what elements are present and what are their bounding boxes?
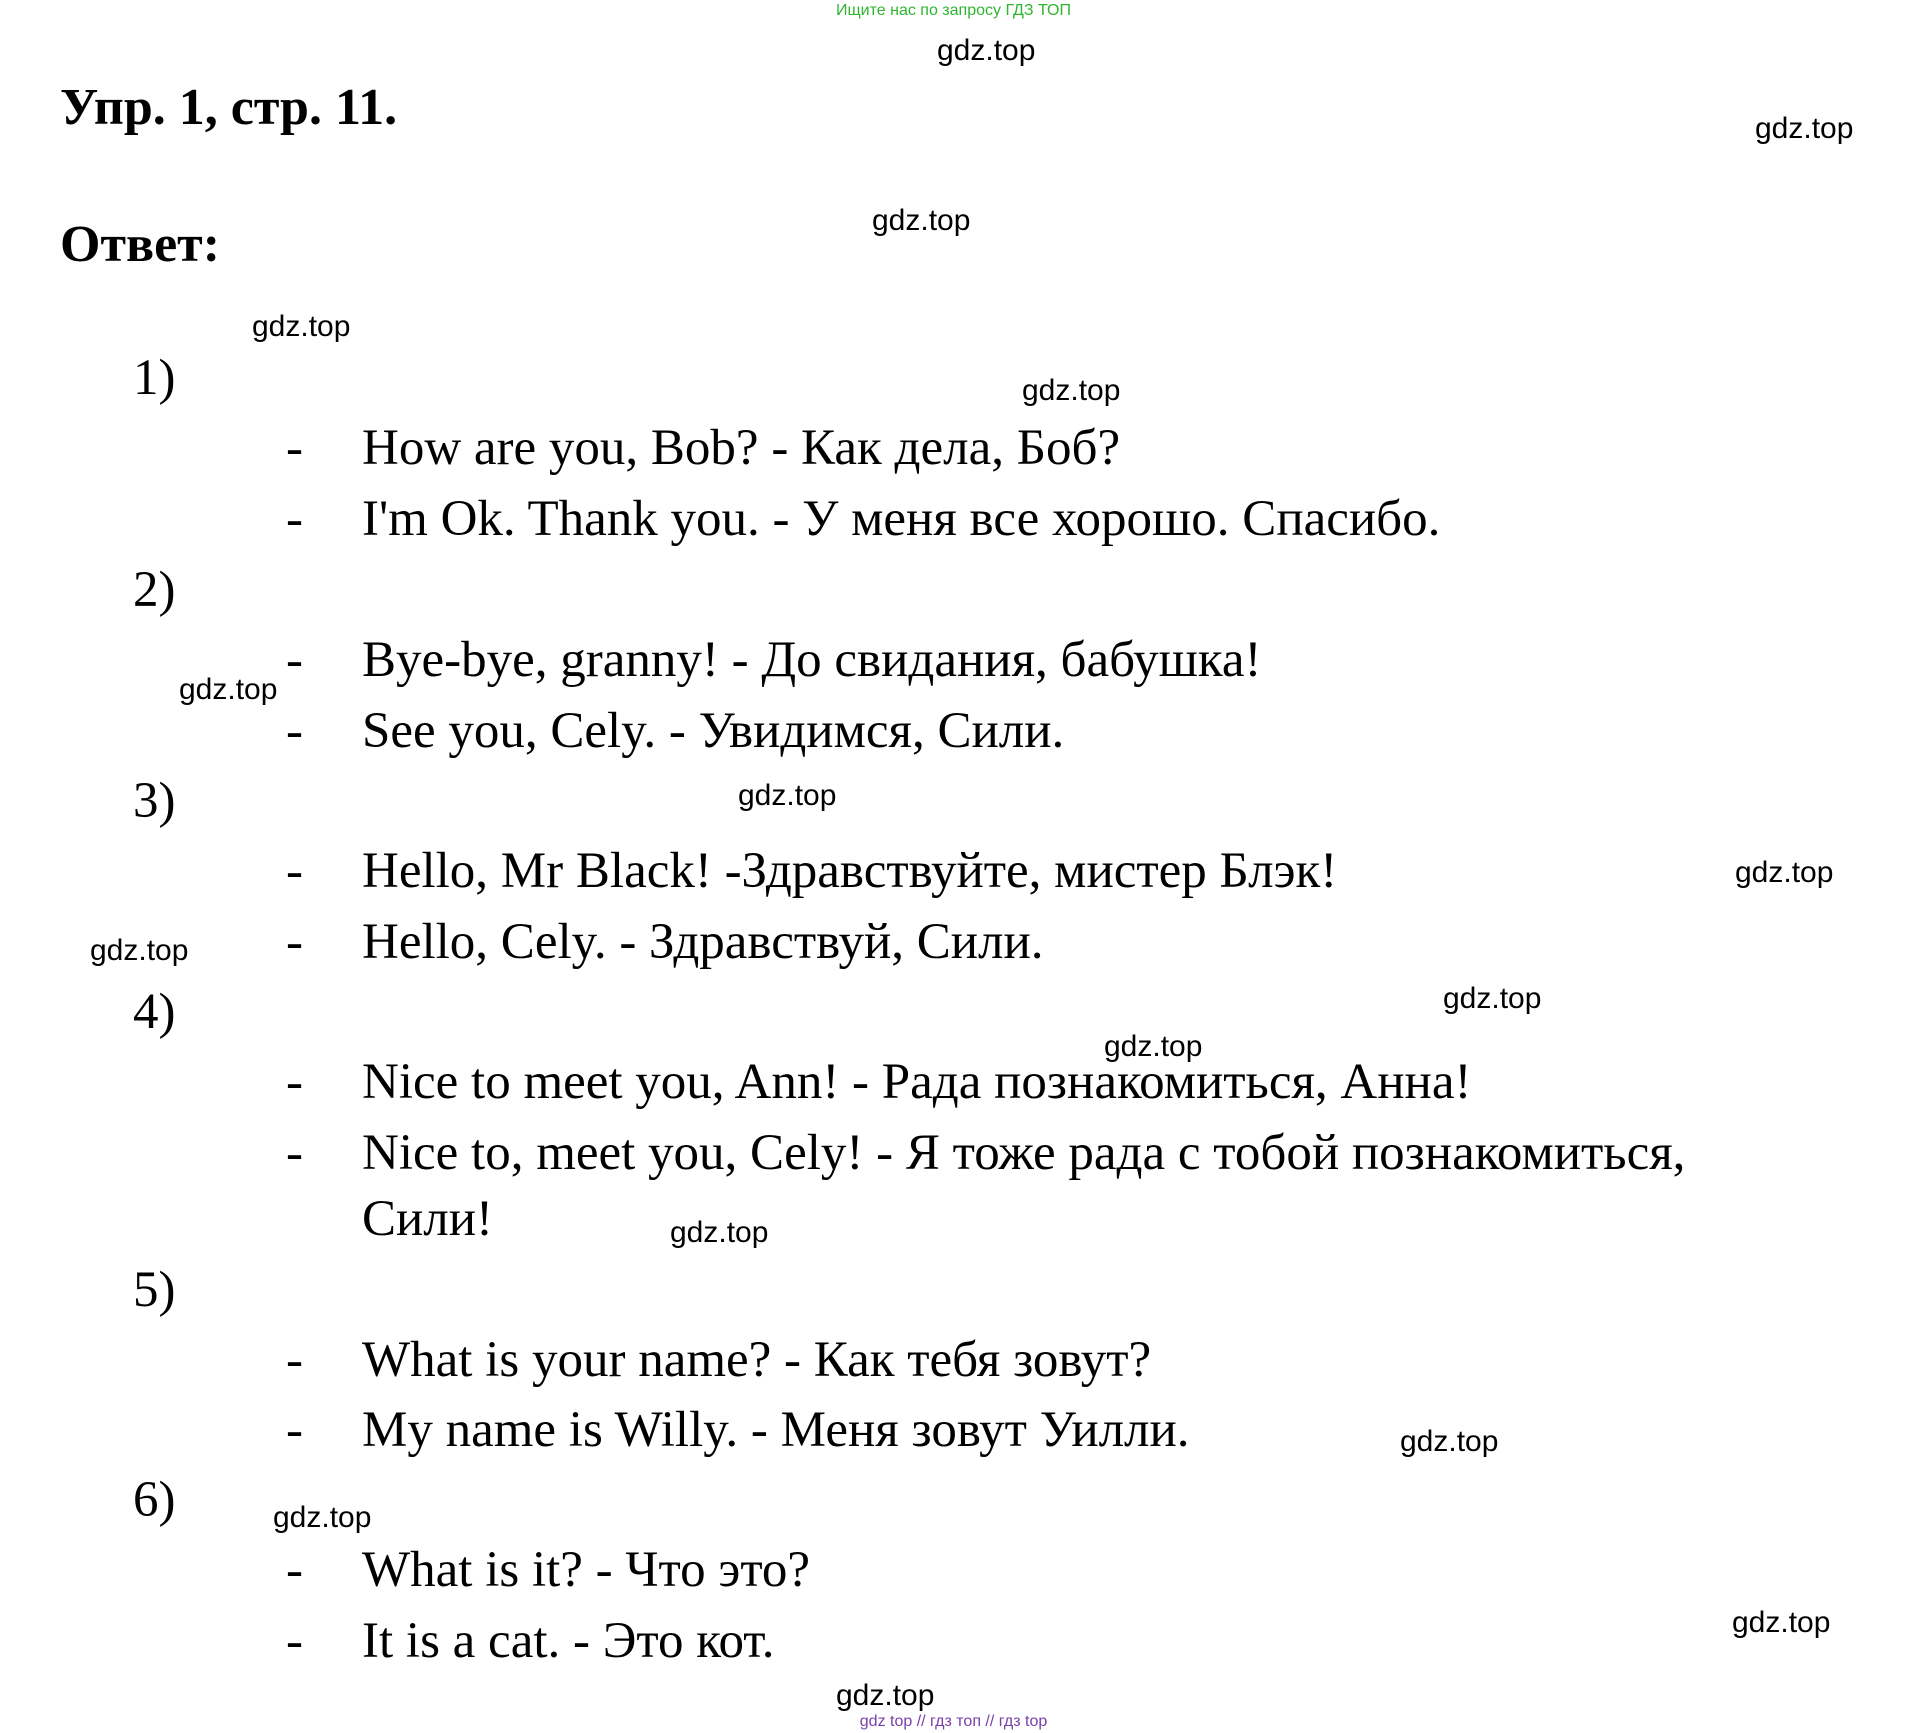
bottom-links[interactable]: gdz top // гдз топ // гдз top (859, 1713, 1048, 1730)
dialogue-line: It is a cat. - Это кот. (362, 1613, 775, 1669)
watermark: gdz.top (670, 1216, 769, 1249)
watermark: gdz.top (273, 1501, 372, 1534)
dash: - (286, 420, 303, 476)
item-number: 2) (133, 562, 176, 618)
item-number: 4) (133, 984, 176, 1040)
watermark: gdz.top (937, 34, 1036, 67)
top-banner[interactable]: Ищите нас по запросу ГДЗ ТОП (836, 2, 1071, 19)
dialogue-line: How are you, Bob? - Как дела, Боб? (362, 420, 1121, 476)
dash: - (286, 1125, 303, 1181)
dialogue-line: Hello, Cely. - Здравствуй, Сили. (362, 914, 1044, 970)
dash: - (286, 491, 303, 547)
dash: - (286, 914, 303, 970)
dialogue-line: Bye-bye, granny! - До свидания, бабушка! (362, 632, 1262, 688)
item-number: 6) (133, 1472, 176, 1528)
dash: - (286, 843, 303, 899)
item-number: 5) (133, 1262, 176, 1318)
watermark: gdz.top (1735, 856, 1834, 889)
watermark: gdz.top (1755, 112, 1854, 145)
dialogue-line: Nice to, meet you, Cely! - Я тоже рада с тобой познакомиться, (362, 1125, 1686, 1181)
dash: - (286, 703, 303, 759)
dash: - (286, 1613, 303, 1669)
dialogue-line: See you, Cely. - Увидимся, Сили. (362, 703, 1065, 759)
dialogue-line: What is it? - Что это? (362, 1542, 811, 1598)
item-number: 1) (133, 350, 176, 406)
watermark: gdz.top (1443, 982, 1542, 1015)
dialogue-line: What is your name? - Как тебя зовут? (362, 1332, 1152, 1388)
watermark: gdz.top (1732, 1606, 1831, 1639)
dialogue-line: Nice to meet you, Ann! - Рада познакомиться, Анна! (362, 1054, 1472, 1110)
watermark: gdz.top (1022, 374, 1121, 407)
answer-label: Ответ: (60, 216, 221, 273)
watermark: gdz.top (1400, 1425, 1499, 1458)
dialogue-line: My name is Willy. - Меня зовут Уилли. (362, 1402, 1190, 1458)
dialogue-line: Hello, Mr Black! -Здравствуйте, мистер Блэк! (362, 843, 1338, 899)
dialogue-line: I'm Ok. Thank you. - У меня все хорошо. Спасибо. (362, 491, 1441, 547)
dash: - (286, 1054, 303, 1110)
item-number: 3) (133, 773, 176, 829)
watermark: gdz.top (1104, 1030, 1203, 1063)
dialogue-line-continuation: Сили! (362, 1191, 494, 1247)
watermark: gdz.top (872, 204, 971, 237)
dash: - (286, 1402, 303, 1458)
watermark: gdz.top (836, 1679, 935, 1712)
exercise-title: Упр. 1, стр. 11. (60, 79, 398, 136)
watermark: gdz.top (738, 779, 837, 812)
watermark: gdz.top (179, 673, 278, 706)
dash: - (286, 632, 303, 688)
dash: - (286, 1332, 303, 1388)
watermark: gdz.top (252, 310, 351, 343)
dash: - (286, 1542, 303, 1598)
watermark: gdz.top (90, 934, 189, 967)
